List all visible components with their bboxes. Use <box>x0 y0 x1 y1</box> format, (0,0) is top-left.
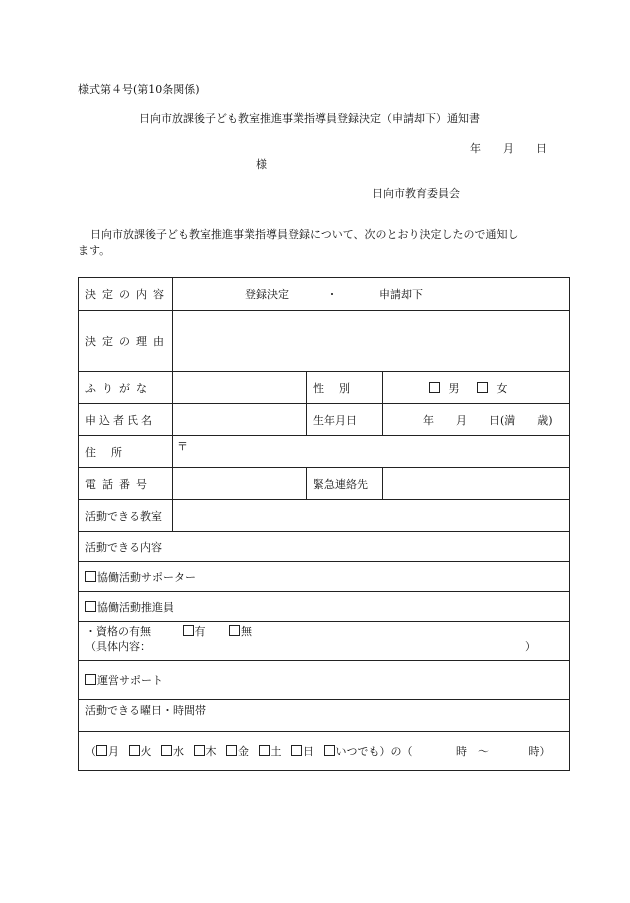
days-open-paren: （ <box>85 745 96 758</box>
row-days-times-label <box>79 700 570 732</box>
qualification-yes-label: 有 <box>194 625 206 638</box>
day-wed-label: 水 <box>173 745 184 758</box>
row-activity-content <box>79 532 570 562</box>
days-close-paren: ）の（ <box>379 745 413 758</box>
row-phone <box>79 468 570 500</box>
row-decision-reason <box>79 311 570 372</box>
gender-male-label: 男 <box>448 381 460 395</box>
day-anytime-label: いつでも <box>335 745 380 758</box>
registration-decision-table <box>78 277 570 771</box>
issue-date: 年 月 日 <box>470 142 547 155</box>
applicant-name-field[interactable] <box>173 404 307 436</box>
qualification-cell <box>79 622 570 661</box>
decision-rejected-option[interactable]: 申請却下 <box>379 288 423 301</box>
day-thu-checkbox[interactable] <box>194 745 205 756</box>
time-to-label: 時） <box>528 745 551 758</box>
promoter-checkbox[interactable] <box>85 601 96 612</box>
decision-content-cell <box>173 278 570 311</box>
gender-female-label: 女 <box>496 381 508 395</box>
day-sun-checkbox[interactable] <box>291 745 302 756</box>
supporter-label: 協働活動サポーター <box>97 570 196 584</box>
classroom-field[interactable] <box>173 500 570 532</box>
address-field[interactable] <box>173 436 570 468</box>
address-label: 住 所 <box>79 436 173 468</box>
day-fri-checkbox[interactable] <box>226 745 237 756</box>
day-thu-label: 木 <box>205 745 217 758</box>
decision-reason-field[interactable] <box>173 311 570 372</box>
day-wed-checkbox[interactable] <box>161 745 172 756</box>
row-applicant-name <box>79 404 570 436</box>
day-tue-checkbox[interactable] <box>129 745 140 756</box>
row-days-times <box>79 732 570 771</box>
supporter-checkbox[interactable] <box>85 571 96 582</box>
row-address <box>79 436 570 468</box>
furigana-field[interactable] <box>173 372 307 404</box>
birthdate-field[interactable]: 年 月 日(満 歳) <box>383 404 570 436</box>
row-classroom <box>79 500 570 532</box>
qualification-yes-checkbox[interactable] <box>183 625 194 636</box>
operation-support-label: 運営サポート <box>97 674 163 687</box>
qualification-detail-close: ） <box>525 640 536 653</box>
option-supporter-cell <box>79 562 570 592</box>
day-sat-label: 土 <box>270 745 282 758</box>
issuer-name: 日向市教育委員会 <box>372 187 460 200</box>
days-times-label: 活動できる曜日・時間帯 <box>79 700 570 732</box>
furigana-label: ふりがな <box>79 372 173 404</box>
day-sun-label: 日 <box>303 745 314 758</box>
option-promoter-cell <box>79 592 570 622</box>
row-option-promoter <box>79 592 570 622</box>
birthdate-label: 生年月日 <box>307 404 383 436</box>
qualification-label: ・資格の有無 <box>85 625 151 638</box>
emergency-contact-field[interactable] <box>383 468 570 500</box>
form-number: 様式第４号(第10条関係) <box>78 83 200 96</box>
operation-support-checkbox[interactable] <box>85 674 96 685</box>
row-option-supporter <box>79 562 570 592</box>
classroom-label: 活動できる教室 <box>79 500 173 532</box>
emergency-contact-label: 緊急連絡先 <box>307 468 383 500</box>
day-mon-label: 月 <box>108 745 119 758</box>
day-tue-label: 火 <box>140 745 152 758</box>
applicant-name-label: 申込者氏名 <box>79 404 173 436</box>
option-operation-cell <box>79 661 570 700</box>
day-sat-checkbox[interactable] <box>259 745 270 756</box>
promoter-label: 協働活動推進員 <box>97 600 174 614</box>
gender-cell <box>383 372 570 404</box>
activity-content-label: 活動できる内容 <box>79 532 570 562</box>
decision-reason-label: 決定の理由 <box>79 311 173 372</box>
day-fri-label: 金 <box>238 745 249 758</box>
row-option-operation <box>79 661 570 700</box>
gender-female-checkbox[interactable] <box>477 382 489 395</box>
gender-male-checkbox[interactable] <box>429 382 441 395</box>
decision-registered-option[interactable]: 登録決定 <box>245 288 289 301</box>
row-furigana <box>79 372 570 404</box>
decision-separator: ・ <box>326 288 338 301</box>
postal-mark: 〒 <box>177 440 188 453</box>
decision-content-label: 決定の内容 <box>79 278 173 311</box>
qualification-no-checkbox[interactable] <box>229 625 240 636</box>
intro-text-line2: ます。 <box>78 244 111 257</box>
document-title: 日向市放課後子ども教室推進事業指導員登録決定（申請却下）通知書 <box>139 112 480 125</box>
addressee-suffix: 様 <box>256 158 267 171</box>
phone-field[interactable] <box>173 468 307 500</box>
time-from-label: 時 ～ <box>456 745 489 758</box>
gender-label: 性 別 <box>307 372 383 404</box>
day-mon-checkbox[interactable] <box>96 745 107 756</box>
row-decision-content <box>79 278 570 311</box>
row-qualification <box>79 622 570 661</box>
day-anytime-checkbox[interactable] <box>324 745 335 756</box>
qualification-detail-label: （具体内容： <box>85 640 151 653</box>
days-times-cell <box>79 732 570 771</box>
qualification-no-label: 無 <box>241 625 252 638</box>
phone-label: 電話番号 <box>79 468 173 500</box>
intro-text-line1: 日向市放課後子ども教室推進事業指導員登録について、次のとおり決定したので通知し <box>90 228 519 241</box>
